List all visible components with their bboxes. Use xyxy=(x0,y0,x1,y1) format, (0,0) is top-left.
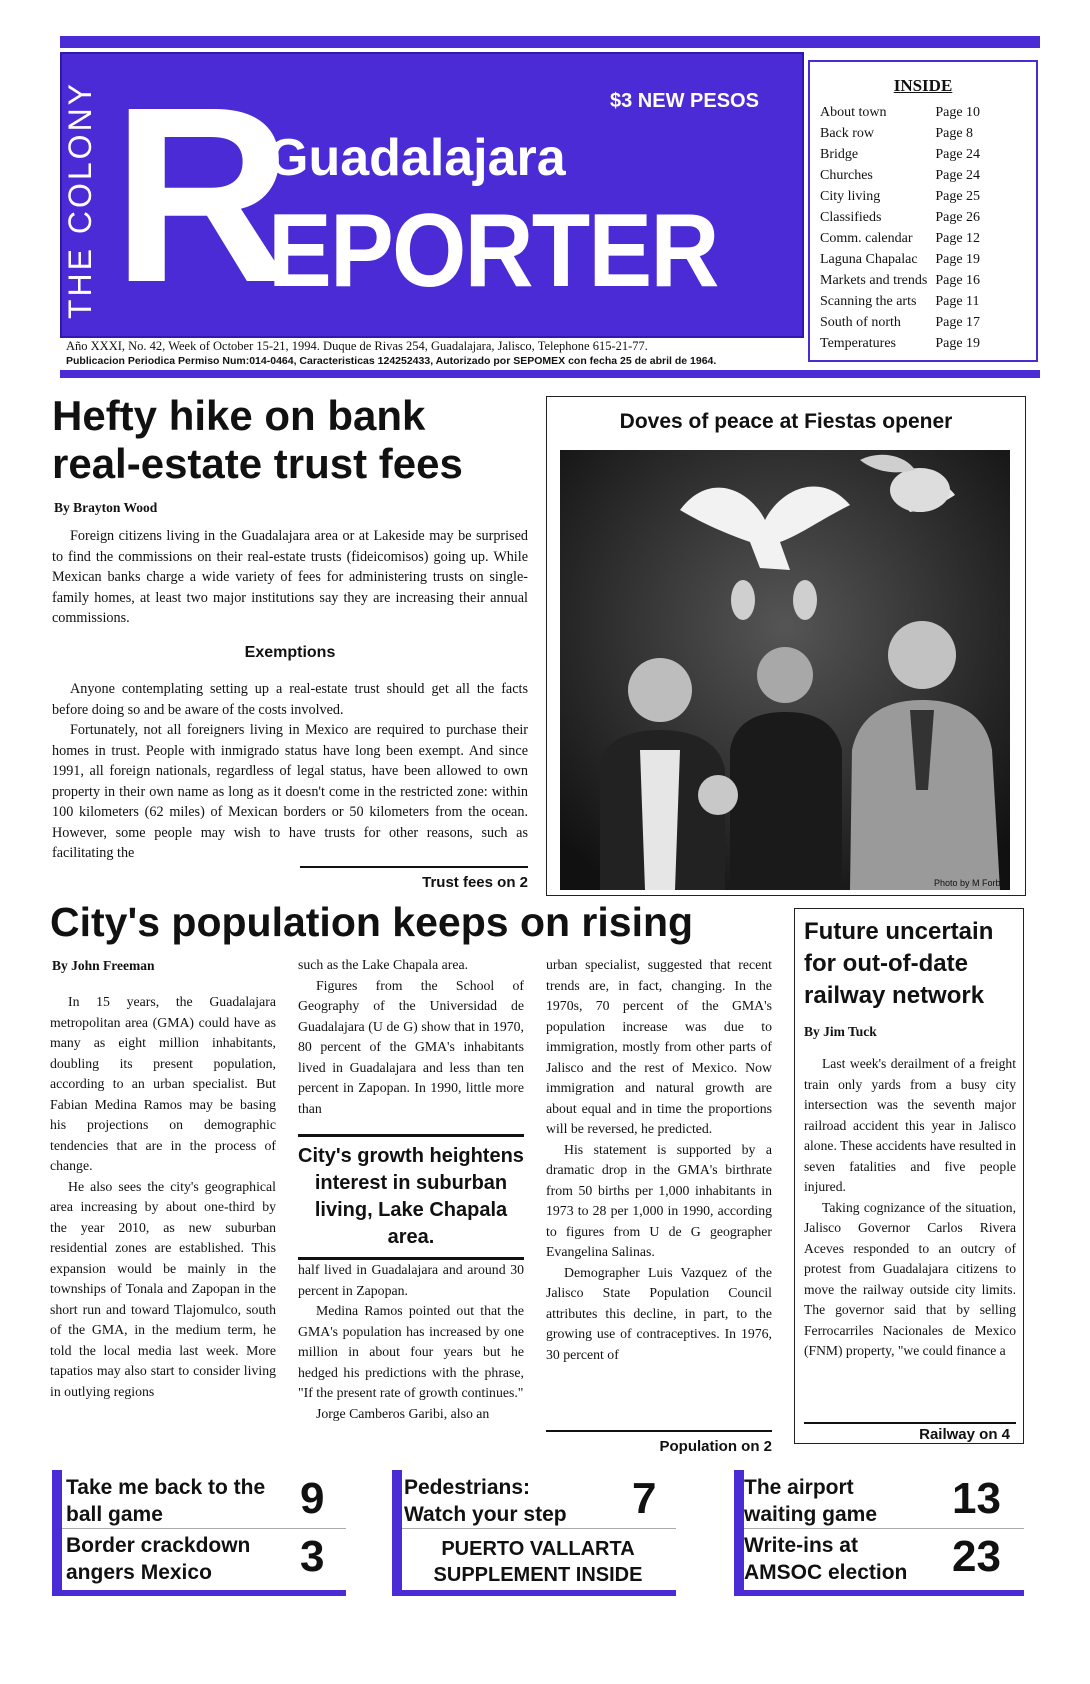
inside-row[interactable] xyxy=(820,312,980,333)
teaser-mid-rule xyxy=(402,1528,676,1529)
article3-body xyxy=(804,1054,1016,1362)
article2-col1-p1: In 15 years, the Guadalajara metropolitan area (GMA) could have as many as eight million inhabitants, doubling its present population, according to an urban specialist. But Fabian Medina Ramos may be basing his projections on demographic tendencies that are in the process of change. xyxy=(50,994,276,1173)
top-rule xyxy=(60,36,1040,48)
inside-row-page: Page 19 xyxy=(935,252,981,267)
teaser-right-bar xyxy=(734,1470,744,1596)
teaser-left-bottom-rule xyxy=(52,1590,346,1596)
doves-photo xyxy=(560,450,1010,890)
article2-col3 xyxy=(546,955,772,1365)
teaser-airport[interactable]: The airport waiting game xyxy=(744,1476,878,1526)
article3-p2: Taking cognizance of the situation, Jalisco Governor Carlos Rivera Aceves responded to an outcry of protest from Guadalajara citizens to move the railway outside city limits. The governor said that by selling Ferrocarriles Nacionales de Mexico (FNM) property, "we could finance a xyxy=(804,1199,1016,1358)
article1-p3: Fortunately, not all foreigners living in Mexico are required to purchase their homes in trust. People with inmigrado status have long been exempt. And since 1991, all foreign nationals, regardless of legal status, have been allowed to own property in their own name as long as it doesn't come in the restricted zone: within 100 kilometers (62 miles) of Mexican borders or 50 kilometers from the ocean. However, some people may wish to have trusts for other reasons, such as facilitating the xyxy=(52,722,528,861)
inside-row-label: Classifieds xyxy=(820,210,882,225)
teaser-airport-page: 13 xyxy=(952,1474,1001,1523)
article2-col3-p2: His statement is supported by a dramatic drop in the GMA's birthrate from 50 births per 1,000 inhabitants in 1973 to 28 per 1,000 in 1990, according to figures from U de G geographer Evangelina Salinas. xyxy=(546,1141,772,1259)
inside-row-label: Scanning the arts xyxy=(820,294,917,309)
article1-headline xyxy=(52,392,552,488)
article2-col2-p5: Jorge Camberos Garibi, also an xyxy=(316,1405,490,1421)
inside-row-label: City living xyxy=(820,189,881,204)
teaser-mid-bottom-rule xyxy=(392,1590,676,1596)
article2-jump: Population on 2 xyxy=(659,1438,772,1455)
masthead-big-letter: R xyxy=(112,55,287,334)
inside-row[interactable] xyxy=(820,165,980,186)
pull-quote-text: City's growth heightens interest in suburban living, Lake Chapala area. xyxy=(298,1145,524,1248)
inside-row[interactable] xyxy=(820,144,980,165)
teaser-border[interactable]: Border crackdown angers Mexico xyxy=(66,1534,251,1584)
article1-p1: Foreign citizens living in the Guadalajara area or at Lakeside may be surprised to find the commissions on their real-estate trusts (fideicomisos) going up. While Mexican banks charge a wide variety of fees for administering trusts on single-family homes, at least two major institutions say they are increasing their annual commissions. xyxy=(52,528,528,626)
article2-col2 xyxy=(298,955,524,1119)
article1-jump: Trust fees on 2 xyxy=(422,874,528,891)
article1-subhead: Exemptions xyxy=(244,643,336,661)
inside-row-page: Page 8 xyxy=(935,126,974,141)
teaser-amsoc-page: 23 xyxy=(952,1532,1001,1581)
inside-row-page: Page 12 xyxy=(935,231,981,246)
inside-row-label: Markets and trends xyxy=(820,273,928,288)
article1-headline-line1: Hefty hike on bank xyxy=(52,392,426,439)
inside-row-label: Bridge xyxy=(820,147,859,162)
teaser-right-mid-rule xyxy=(744,1528,1024,1529)
teaser-pedestrians[interactable]: Pedestrians: Watch your step xyxy=(404,1476,567,1526)
article2-headline: City's population keeps on rising xyxy=(50,899,694,945)
pull-quote xyxy=(298,1134,524,1260)
inside-row-label: Temperatures xyxy=(820,336,896,351)
inside-row-page: Page 26 xyxy=(935,210,981,225)
article2-col2-p1: such as the Lake Chapala area. xyxy=(298,957,469,972)
article1-body xyxy=(52,526,528,864)
teaser-ballgame[interactable]: Take me back to the ball game xyxy=(66,1476,266,1526)
inside-index xyxy=(808,60,1038,362)
inside-row-page: Page 11 xyxy=(935,294,980,309)
masthead-city: Guadalajara xyxy=(268,129,566,187)
inside-row[interactable] xyxy=(820,207,980,228)
teaser-border-page: 3 xyxy=(300,1532,325,1581)
inside-row[interactable] xyxy=(820,123,980,144)
inside-row[interactable] xyxy=(820,186,980,207)
inside-row-label: About town xyxy=(820,105,887,120)
masthead-side-text: THE COLONY xyxy=(62,80,98,320)
teaser-left-mid-rule xyxy=(62,1528,346,1529)
teaser-right-bottom-rule xyxy=(734,1590,1024,1596)
permit-line: Publicacion Periodica Permiso Num:014-0464, Caracteristicas 124252433, Autorizado por SEPOMEX con fecha 25 de abril de 1964. xyxy=(66,355,717,367)
masthead-title: EPORTER xyxy=(268,193,718,309)
inside-row[interactable] xyxy=(820,249,980,270)
inside-row[interactable] xyxy=(820,102,980,123)
article3-p1: Last week's derailment of a freight train only yards from a busy city intersection was the seventh major railroad accident this year in Jalisco alone. These accidents have resulted in seven fatalities and five people injured. xyxy=(804,1056,1016,1194)
inside-row-label: Churches xyxy=(820,168,873,183)
inside-row[interactable] xyxy=(820,270,980,291)
article2-jump-rule xyxy=(546,1430,772,1432)
article3-jump-rule xyxy=(804,1422,1016,1424)
inside-row[interactable] xyxy=(820,333,980,354)
article3-byline: By Jim Tuck xyxy=(804,1024,877,1039)
article2-col2-p3: half lived in Guadalajara and around 30 percent in Zapopan. xyxy=(298,1262,524,1298)
inside-row-page: Page 16 xyxy=(935,273,981,288)
teaser-ballgame-page: 9 xyxy=(300,1474,325,1523)
article1-p2: Anyone contemplating setting up a real-estate trust should get all the facts before doing so and be aware of the costs involved. xyxy=(52,681,528,718)
teaser-mid-bar xyxy=(392,1470,402,1596)
price-label: $3 NEW PESOS xyxy=(610,90,759,112)
inside-row-label: Back row xyxy=(820,126,875,141)
doves-photo-illustration xyxy=(560,450,1010,890)
article2-col1-p2: He also sees the city's geographical area increasing by about one-third by the year 2010, as new suburban residential zones are established. This expansion would be mainly in the townships of Tonala and Zapopan in the short run and toward Tlajomulco, south of the GMA, in the medium term, he told the local media last week. More tapatios may also start to consider living in outlying regions xyxy=(50,1178,276,1399)
article1-headline-line2: real-estate trust fees xyxy=(52,440,463,487)
inside-row-page: Page 10 xyxy=(935,105,981,120)
inside-row-page: Page 19 xyxy=(935,336,981,351)
article3-jump: Railway on 4 xyxy=(919,1426,1010,1443)
inside-row-label: Comm. calendar xyxy=(820,231,913,246)
article1-byline: By Brayton Wood xyxy=(54,500,158,515)
inside-row-page: Page 24 xyxy=(935,168,981,183)
inside-row-page: Page 25 xyxy=(935,189,981,204)
inside-table xyxy=(820,102,980,354)
inside-row-label: South of north xyxy=(820,315,901,330)
issue-line: Año XXXI, No. 42, Week of October 15-21, 1994. Duque de Rivas 254, Guadalajara, Jalisco, Telephone 615-21-77. xyxy=(66,339,648,353)
article2-col2-p4: Medina Ramos pointed out that the GMA's population has increased by one million in about four years but he hedged his predictions with the phrase, "If the present rate of growth continues." xyxy=(298,1303,524,1400)
article1-jump-rule xyxy=(300,866,528,868)
teaser-amsoc[interactable]: Write-ins at AMSOC election xyxy=(744,1534,908,1584)
article2-col3-p3: Demographer Luis Vazquez of the Jalisco State Population Council attributes this decline, in part, to the growing use of contraceptives. In 1976, 30 percent of xyxy=(546,1264,772,1362)
inside-row-page: Page 17 xyxy=(935,315,981,330)
photo-caption-title: Doves of peace at Fiestas opener xyxy=(619,410,953,433)
article2-col2-p2: Figures from the School of Geography of the Universidad de Guadalajara (U de G) show that in 1970, 80 percent of the GMA's inhabitants lived in Guadalajara and less than ten percent in Zapopan. In 1990, little more than xyxy=(298,977,524,1116)
inside-row-label: Laguna Chapalac xyxy=(820,252,918,267)
article2-col1 xyxy=(50,992,276,1402)
teaser-pedestrians-page: 7 xyxy=(632,1474,657,1523)
inside-title: INSIDE xyxy=(893,76,953,95)
inside-row-page: Page 24 xyxy=(935,147,981,162)
article2-byline: By John Freeman xyxy=(52,958,155,973)
inside-row[interactable] xyxy=(820,228,980,249)
article2-col2-lower xyxy=(298,1260,524,1424)
inside-row[interactable] xyxy=(820,291,980,312)
teaser-puerto-vallarta[interactable]: PUERTO VALLARTA SUPPLEMENT INSIDE xyxy=(433,1538,643,1586)
teaser-left-bar xyxy=(52,1470,62,1596)
photo-credit: Photo by M Forbes xyxy=(933,878,1010,888)
masthead-rule xyxy=(60,370,1040,378)
article3-headline: Future uncertain for out-of-date railway network xyxy=(804,918,994,1009)
article2-col3-p1: urban specialist, suggested that recent trends are, in fact, changing. In the 1970s, 70 percent of the GMA's population increase was due to immigration, mostly from other parts of Jalisco and the rest of Mexico. Now immigration and natural growth are about equal and in time the proportions will be reversed, he predicted. xyxy=(546,957,772,1136)
